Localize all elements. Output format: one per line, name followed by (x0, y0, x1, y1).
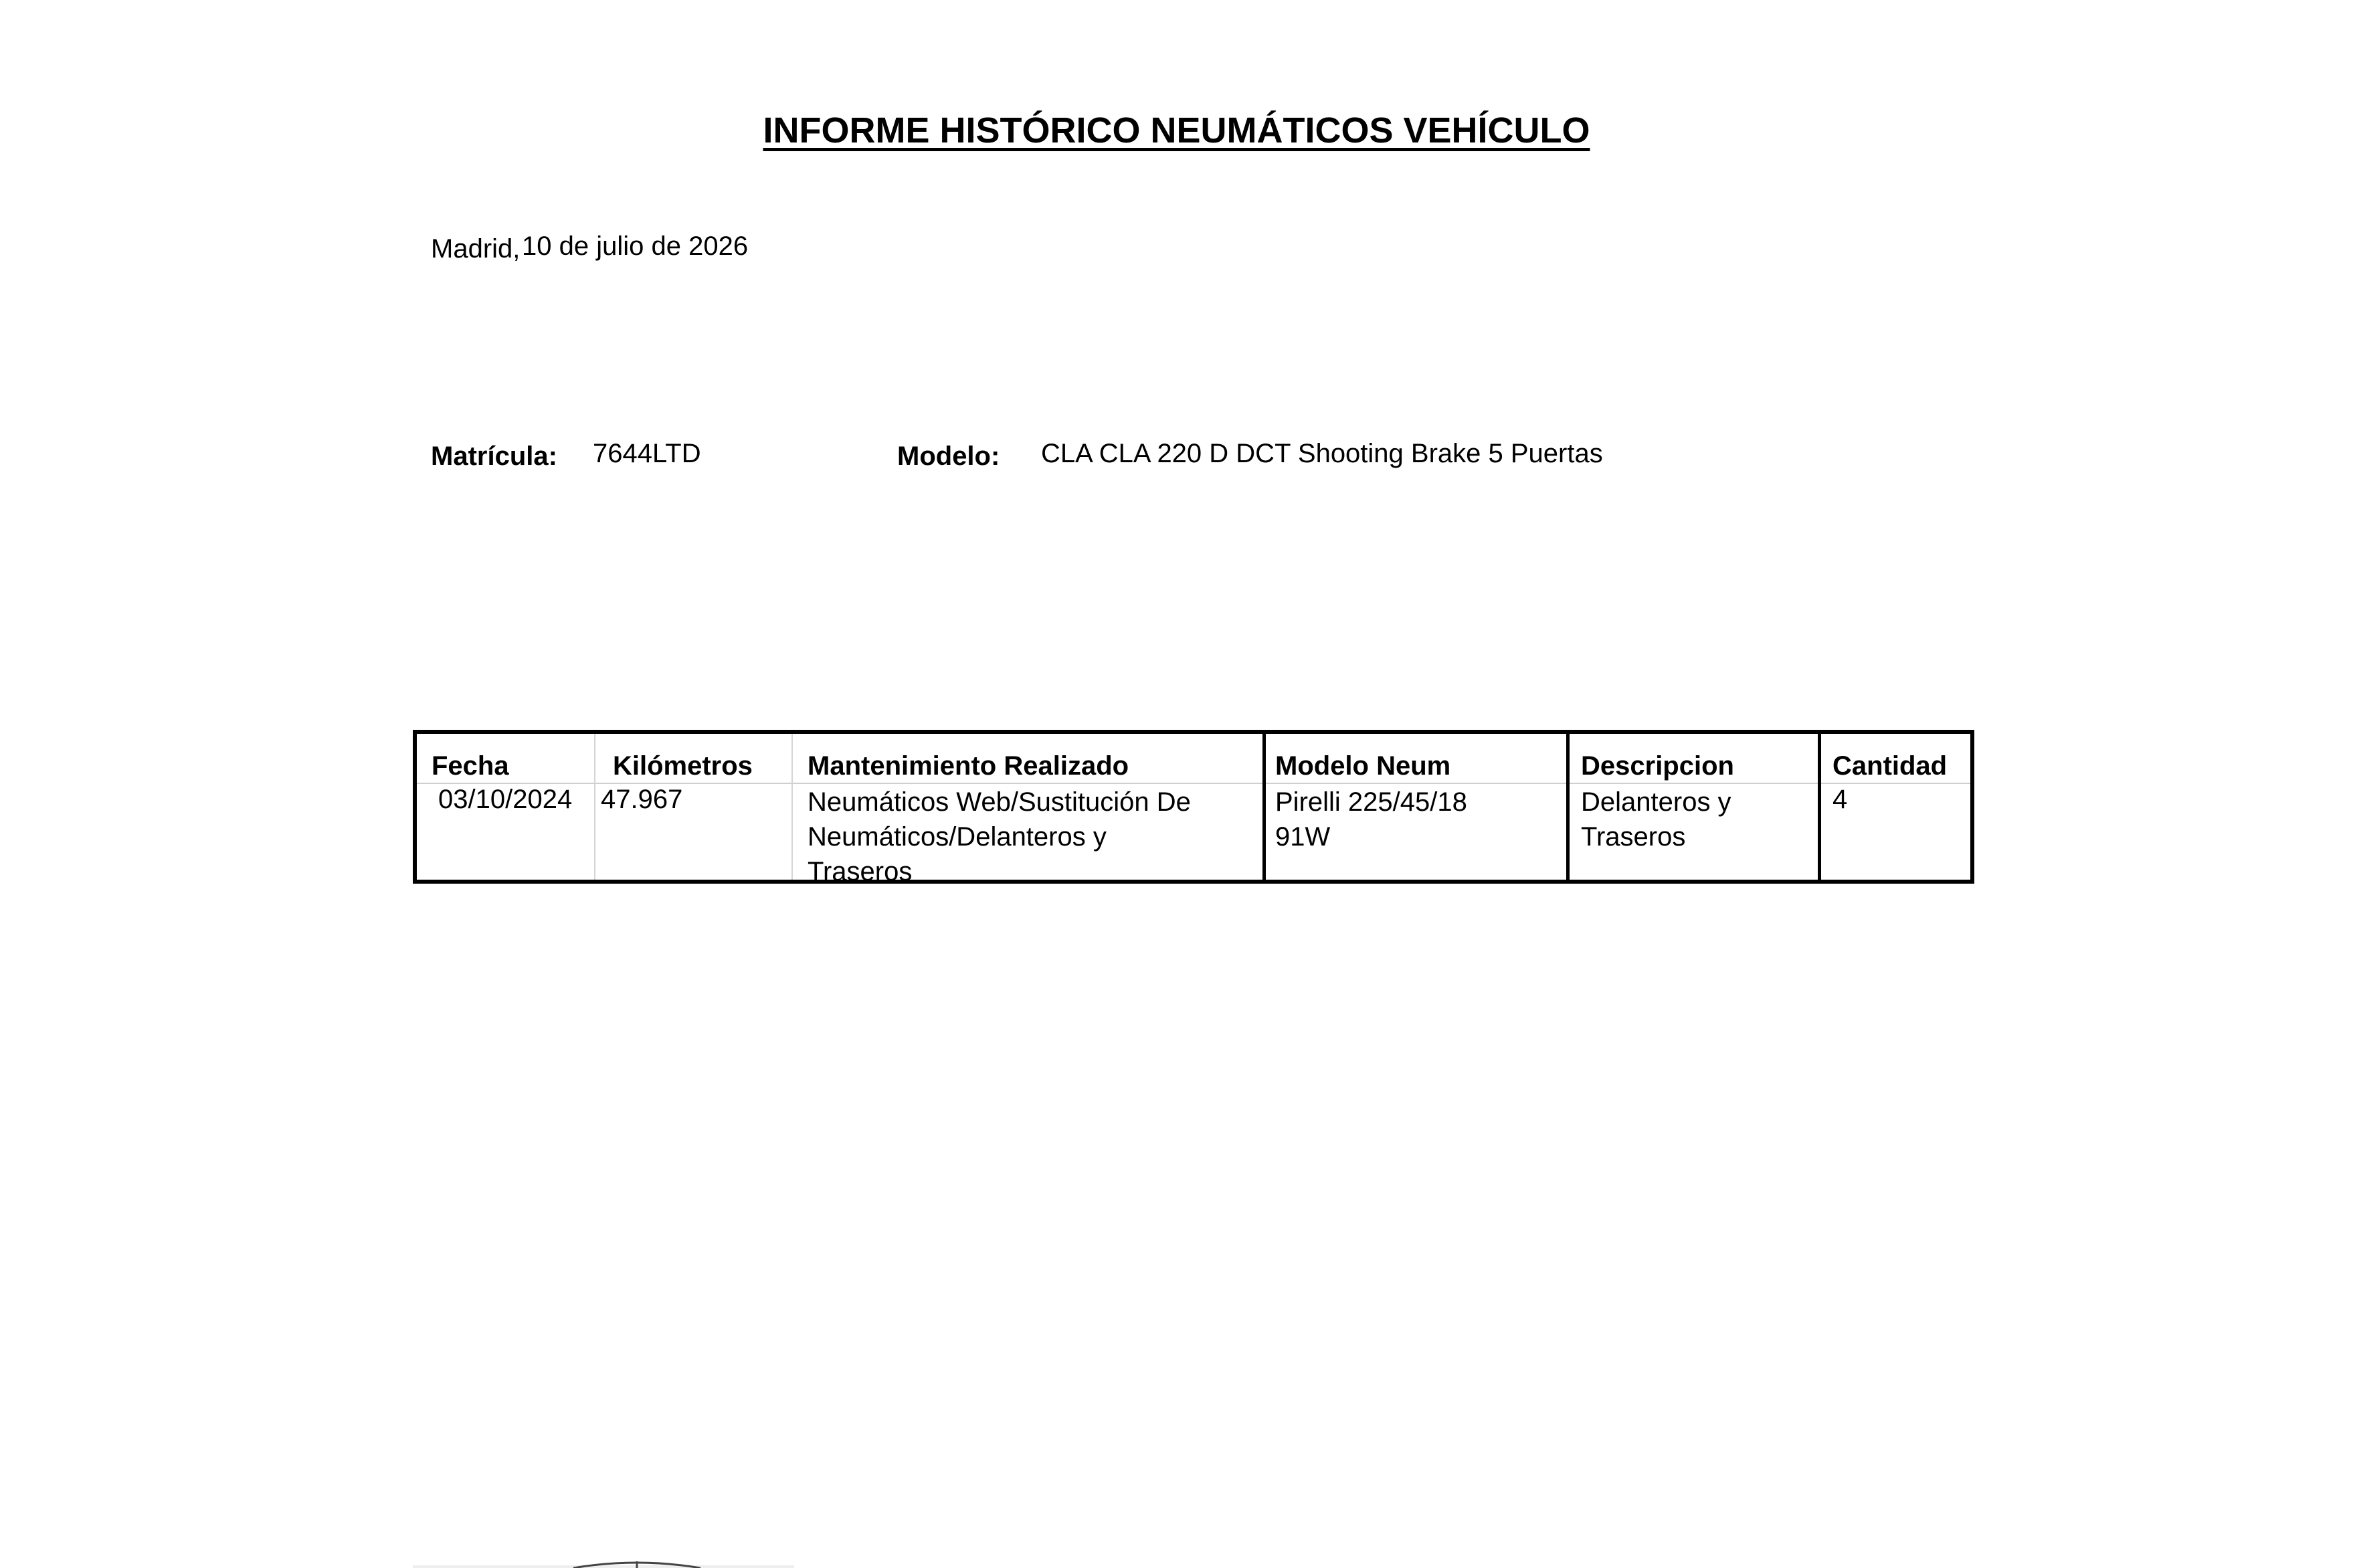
footer-stamp-fragment (413, 1561, 801, 1568)
cell-cantidad: 4 (1832, 785, 1848, 814)
header-mantenimiento: Mantenimiento Realizado (808, 751, 1129, 781)
model-label: Modelo: (897, 442, 1000, 471)
column-divider (791, 734, 793, 880)
cell-line: Traseros (808, 857, 913, 886)
report-title: INFORME HISTÓRICO NEUMÁTICOS VEHÍCULO (763, 110, 1590, 151)
cell-line: Traseros (1581, 822, 1686, 852)
cell-mantenimiento (808, 785, 1191, 889)
cell-line: Neumáticos/Delanteros y (808, 822, 1107, 852)
cell-modelo-neum (1275, 785, 1467, 854)
cell-line: 91W (1275, 822, 1331, 852)
cell-line: Delanteros y (1581, 787, 1731, 817)
column-divider (594, 734, 595, 880)
cell-fecha: 03/10/2024 (438, 785, 573, 814)
model-value: CLA CLA 220 D DCT Shooting Brake 5 Puertas (1041, 439, 1603, 468)
header-cantidad: Cantidad (1832, 751, 1948, 781)
tire-history-table (413, 730, 1974, 884)
cell-line: Neumáticos Web/Sustitución De (808, 787, 1191, 817)
footer-band (413, 1565, 794, 1568)
cell-kilometros: 47.967 (601, 785, 683, 814)
column-divider (1262, 734, 1266, 880)
column-divider (1566, 734, 1570, 880)
report-date: 10 de julio de 2026 (522, 231, 749, 261)
header-descripcion: Descripcion (1581, 751, 1734, 781)
plate-value: 7644LTD (593, 439, 701, 468)
cell-descripcion (1581, 785, 1731, 854)
column-divider (1818, 734, 1821, 880)
header-kilometros: Kilómetros (613, 751, 753, 781)
plate-label: Matrícula: (431, 442, 557, 471)
report-place: Madrid, (431, 234, 521, 264)
header-fecha: Fecha (432, 751, 509, 781)
cell-line: Pirelli 225/45/18 (1275, 787, 1467, 817)
header-modelo-neum: Modelo Neum (1275, 751, 1451, 781)
